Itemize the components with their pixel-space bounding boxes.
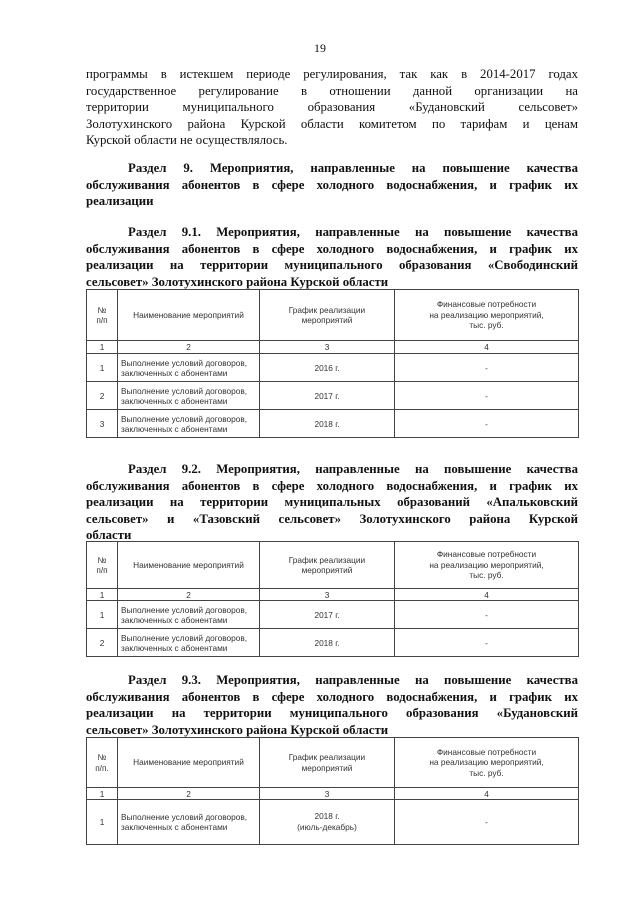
intro-line: государственное регулирование в отношении данной организации на (86, 83, 578, 98)
row-activity: Выполнение условий договоров, заключенных с абонентами (118, 382, 260, 410)
numbering-cell: 1 (87, 341, 118, 354)
heading-line: Раздел 9. Мероприятия, направленные на повышение качества (128, 161, 578, 175)
row-activity: Выполнение условий договоров, заключенных с абонентами (118, 354, 260, 382)
row-schedule: 2018 г. (июль-декабрь) (260, 800, 395, 845)
heading-line: Раздел 9.1. Мероприятия, направленные на повышение качества (128, 225, 578, 239)
numbering-cell: 1 (87, 788, 118, 800)
heading-line: реализации на территории муниципального образования «Будановский (86, 706, 578, 720)
numbering-cell: 2 (118, 341, 260, 354)
header-cell: № п/п (87, 290, 118, 341)
heading-line: сельсовет» Золотухинского района Курской области (86, 722, 389, 737)
numbering-cell: 4 (395, 341, 579, 354)
table-9-3 (86, 737, 579, 845)
row-schedule: 2017 г. (260, 601, 395, 629)
row-cost: - (395, 354, 579, 382)
heading-line: обслуживания абонентов в сфере холодного водоснабжения, и график их (86, 177, 578, 192)
intro-line: программы в истекшем периоде регулирования, так как в 2014-2017 годах (86, 67, 578, 81)
numbering-cell: 2 (118, 788, 260, 800)
table-header-row (87, 542, 579, 589)
header-cell: № п/п (87, 542, 118, 589)
section-9-1-heading (86, 224, 578, 290)
heading-line: реализации (86, 194, 154, 208)
heading-line: реализации на территории муниципального образования «Свободинский (86, 258, 578, 272)
header-cell: Наименование мероприятий (118, 542, 260, 589)
numbering-cell: 3 (260, 341, 395, 354)
table-header-row (87, 290, 579, 341)
header-cell: Финансовые потребности на реализацию мероприятий, тыс. руб. (395, 290, 579, 341)
intro-paragraph (86, 66, 578, 149)
row-schedule: 2016 г. (260, 354, 395, 382)
row-number: 1 (87, 354, 118, 382)
row-number: 1 (87, 800, 118, 845)
table-row (87, 629, 579, 657)
row-schedule: 2017 г. (260, 382, 395, 410)
heading-line: обслуживания абонентов в сфере холодного водоснабжения, и график их (86, 478, 578, 493)
header-cell: График реализации мероприятий (260, 738, 395, 788)
heading-line: сельсовет» Золотухинского района Курской области (86, 274, 389, 289)
numbering-cell: 3 (260, 589, 395, 601)
numbering-cell: 4 (395, 788, 579, 800)
header-cell: График реализации мероприятий (260, 542, 395, 589)
heading-line: Раздел 9.3. Мероприятия, направленные на повышение качества (128, 673, 578, 687)
table-row (87, 354, 579, 382)
heading-line: сельсовет» и «Тазовский сельсовет» Золотухинского района Курской (86, 511, 578, 526)
row-number: 1 (87, 601, 118, 629)
table-9-2 (86, 541, 579, 657)
row-activity: Выполнение условий договоров, заключенных с абонентами (118, 601, 260, 629)
row-schedule: 2018 г. (260, 410, 395, 438)
numbering-cell: 3 (260, 788, 395, 800)
header-cell: Наименование мероприятий (118, 290, 260, 341)
header-cell: График реализации мероприятий (260, 290, 395, 341)
row-activity: Выполнение условий договоров, заключенных с абонентами (118, 629, 260, 657)
heading-line: обслуживания абонентов в сфере холодного водоснабжения, и график их (86, 241, 578, 256)
row-number: 2 (87, 629, 118, 657)
section-9-3-heading (86, 672, 578, 738)
numbering-row (87, 589, 579, 601)
row-cost: - (395, 410, 579, 438)
numbering-row (87, 341, 579, 354)
page-number: 19 (314, 41, 326, 55)
numbering-cell: 2 (118, 589, 260, 601)
heading-line: области (86, 528, 132, 542)
table-row (87, 601, 579, 629)
row-cost: - (395, 800, 579, 845)
header-cell: Финансовые потребности на реализацию мероприятий, тыс. руб. (395, 542, 579, 589)
intro-line: Курской области не осуществлялось. (86, 133, 288, 147)
table-header-row (87, 738, 579, 788)
header-cell: № п/п. (87, 738, 118, 788)
intro-line: территории муниципального образования «Будановский сельсовет» (86, 100, 578, 114)
row-cost: - (395, 601, 579, 629)
table-row (87, 410, 579, 438)
heading-line: реализации на территории муниципальных образований «Апальковский (86, 495, 578, 509)
table-row (87, 800, 579, 845)
row-cost: - (395, 629, 579, 657)
heading-line: обслуживания абонентов в сфере холодного водоснабжения, и график их (86, 689, 578, 704)
heading-line: Раздел 9.2. Мероприятия, направленные на повышение качества (128, 462, 578, 476)
row-number: 3 (87, 410, 118, 438)
numbering-cell: 1 (87, 589, 118, 601)
header-cell: Финансовые потребности на реализацию мероприятий, тыс. руб. (395, 738, 579, 788)
row-schedule: 2018 г. (260, 629, 395, 657)
table-9-1 (86, 289, 579, 438)
section-9-heading (86, 160, 578, 210)
header-cell: Наименование мероприятий (118, 738, 260, 788)
numbering-cell: 4 (395, 589, 579, 601)
section-9-2-heading (86, 461, 578, 544)
row-activity: Выполнение условий договоров, заключенных с абонентами (118, 410, 260, 438)
row-activity: Выполнение условий договоров, заключенных с абонентами (118, 800, 260, 845)
row-number: 2 (87, 382, 118, 410)
intro-line: Золотухинского района Курской области комитетом по тарифам и ценам (86, 116, 578, 131)
numbering-row (87, 788, 579, 800)
table-row (87, 382, 579, 410)
row-cost: - (395, 382, 579, 410)
